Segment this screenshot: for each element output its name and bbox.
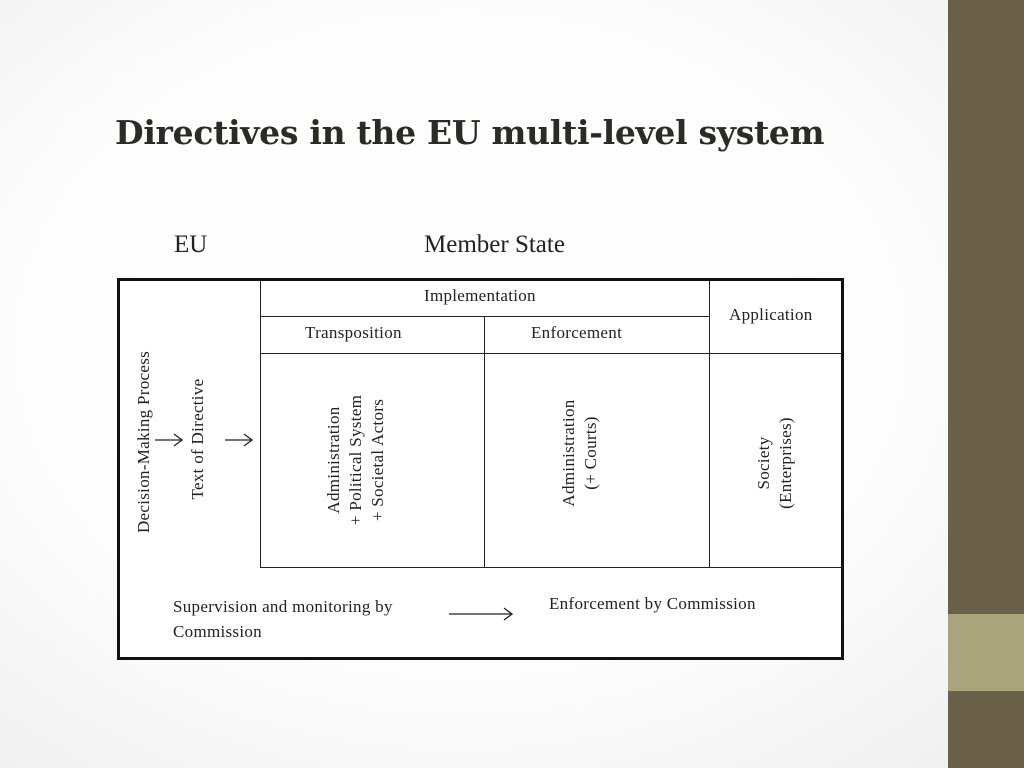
- enforcement-actors: Administration (+ Courts): [559, 399, 600, 507]
- divider-implementation-row: [260, 316, 709, 317]
- arrow-right-icon: [448, 607, 514, 621]
- divider-header-row: [260, 353, 841, 354]
- arrow-right-icon: [224, 433, 254, 447]
- transposition-label: Transposition: [305, 323, 402, 342]
- slide-title: Directives in the EU multi-level system: [115, 113, 825, 152]
- decision-making-process-label: Decision-Making Process: [134, 350, 153, 534]
- implementation-label: Implementation: [424, 286, 536, 305]
- enforcement-by-commission-label: Enforcement by Commission: [549, 594, 756, 613]
- divider-eu-ms: [260, 281, 261, 567]
- text-of-directive-label: Text of Directive: [188, 378, 207, 500]
- sidebar-accent-block: [948, 614, 1024, 691]
- supervision-label: Supervision and monitoring by Commission: [173, 597, 393, 641]
- divider-application: [709, 281, 710, 567]
- application-actors: Society (Enterprises): [754, 417, 795, 509]
- diagram-frame: [117, 278, 844, 660]
- transposition-actors: Administration + Political System + Societal Actors: [324, 394, 387, 526]
- eu-header: EU: [174, 231, 208, 258]
- enforcement-label: Enforcement: [531, 323, 623, 342]
- arrow-right-icon: [154, 433, 184, 447]
- divider-footer-row: [260, 567, 841, 568]
- member-state-header: Member State: [424, 231, 565, 258]
- application-label: Application: [729, 305, 813, 324]
